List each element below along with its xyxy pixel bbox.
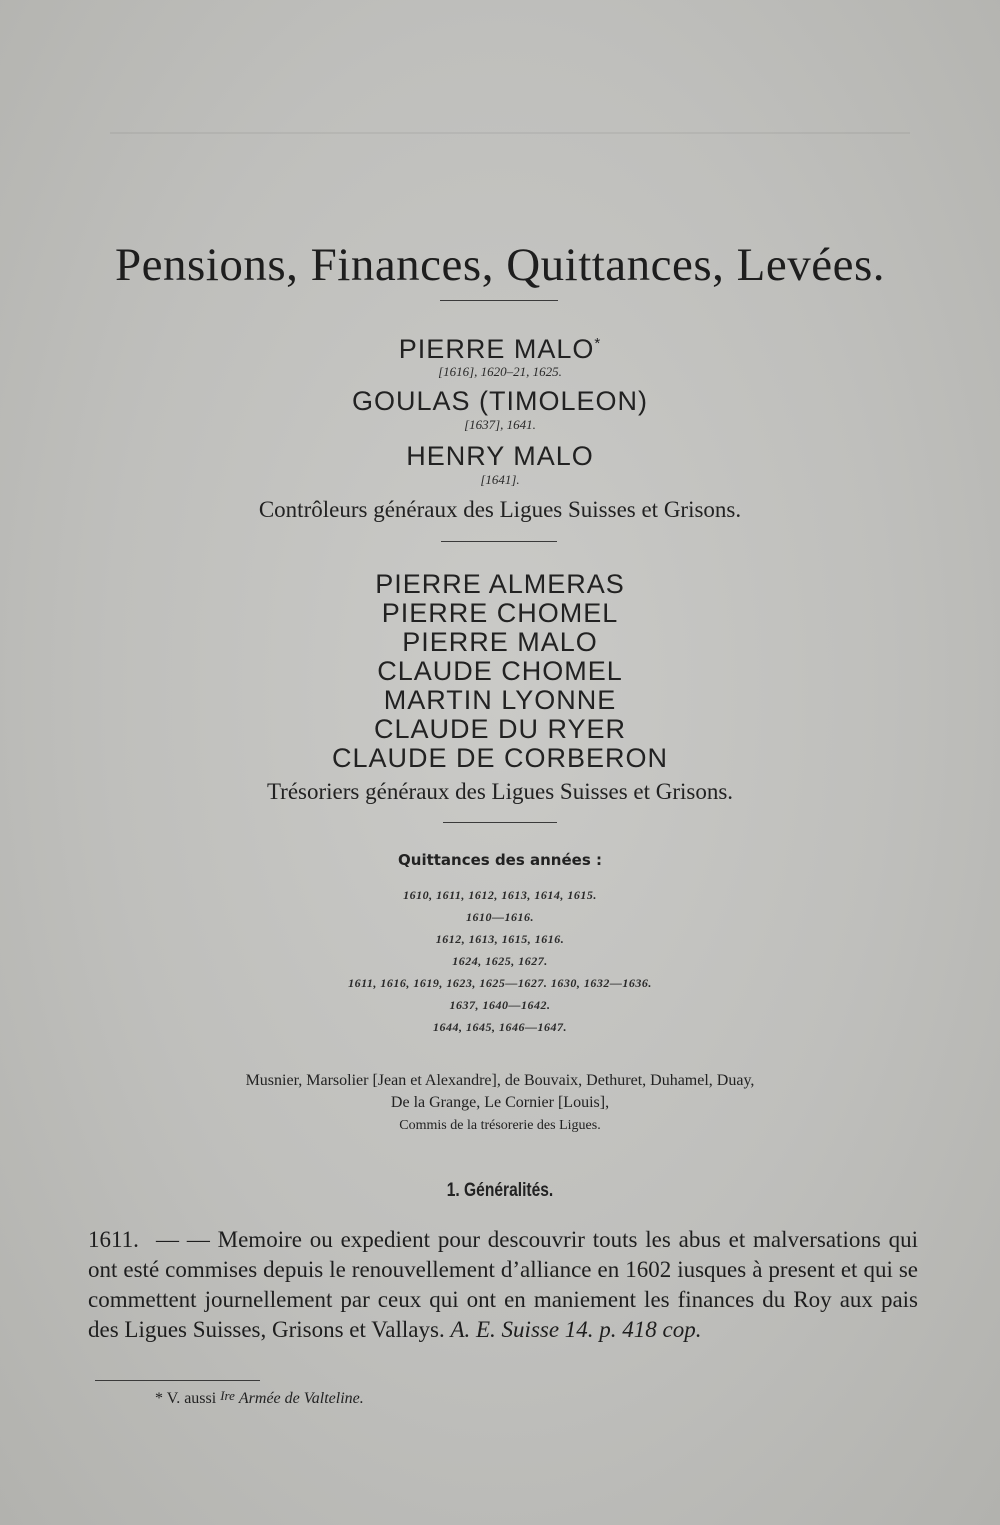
footnote-rule: [95, 1380, 260, 1381]
tresorier-name: PIERRE CHOMEL: [381, 598, 619, 628]
divider: [440, 300, 558, 301]
quittance-years: 1644, 1645, 1646—1647.: [433, 1020, 567, 1034]
controleur-dates: [1637], 1641.: [464, 417, 536, 432]
footnote-text: Armée de Valteline.: [238, 1390, 364, 1407]
commis-names: De la Grange, Le Cornier [Louis],: [390, 1094, 610, 1111]
footnote-mark: *: [594, 335, 602, 352]
page-title: Pensions, Finances, Quittances, Levées.: [114, 239, 886, 291]
tresorier-name: PIERRE ALMERAS: [375, 569, 625, 599]
footnote: [155, 1388, 364, 1408]
quittance-years: 1637, 1640—1642.: [449, 998, 551, 1012]
controleur-dates: [1616], 1620–21, 1625.: [438, 364, 562, 379]
quittance-years: 1610—1616.: [466, 910, 534, 924]
section-heading: 1. Généralités.: [446, 1180, 554, 1201]
controleur-name: HENRY MALO: [406, 441, 594, 471]
quittance-years: 1612, 1613, 1615, 1616.: [435, 932, 565, 946]
quittance-years: 1624, 1625, 1627.: [452, 954, 548, 968]
quittance-years: 1611, 1616, 1619, 1623, 1625—1627. 1630, 1632—1636.: [348, 976, 652, 990]
tresorier-name: CLAUDE DE CORBERON: [331, 743, 669, 773]
tresorier-name: MARTIN LYONNE: [383, 685, 617, 715]
controleur-name: GOULAS (TIMOLEON): [351, 386, 649, 416]
entry-paragraph: [88, 1225, 918, 1345]
commis-title: Commis de la trésorerie des Ligues.: [399, 1118, 601, 1133]
person-name: PIERRE MALO: [398, 334, 595, 364]
bleed-through: [0, 120, 1000, 134]
footnote-prefix: * V. aussi: [155, 1390, 217, 1407]
controleur-dates: [1641].: [480, 472, 520, 487]
tresorier-name: CLAUDE CHOMEL: [377, 656, 623, 686]
divider: [443, 822, 557, 823]
quittance-years: 1610, 1611, 1612, 1613, 1614, 1615.: [403, 888, 597, 902]
quittances-heading: Quittances des années :: [398, 851, 602, 869]
divider: [441, 541, 557, 542]
entry-year: 1611.: [88, 1227, 139, 1252]
tresoriers-caption: Trésoriers généraux des Ligues Suisses et Grisons.: [266, 779, 734, 804]
entry-reference: A. E. Suisse 14. p. 418 cop.: [450, 1317, 702, 1342]
controleur-name: [0, 334, 1000, 365]
controleurs-caption: Contrôleurs généraux des Ligues Suisses et Grisons.: [258, 497, 742, 522]
tresorier-name: CLAUDE DU RYER: [373, 714, 627, 744]
footnote-ordinal: Ire: [220, 1388, 235, 1403]
entry-text: — — Memoire ou expedient pour descouvrir touts les abus et malversations qui ont esté commises depuis le renouvellement d’alliance en 1602 iusques à present et qui se commettent journellement par ceux qui ont en maniement les finances du Roy aux pais des Ligues Suisses, Grisons et Vallays.: [88, 1227, 918, 1342]
tresorier-name: PIERRE MALO: [402, 627, 598, 657]
commis-names: Musnier, Marsolier [Jean et Alexandre], de Bouvaix, Dethuret, Duhamel, Duay,: [245, 1072, 755, 1089]
